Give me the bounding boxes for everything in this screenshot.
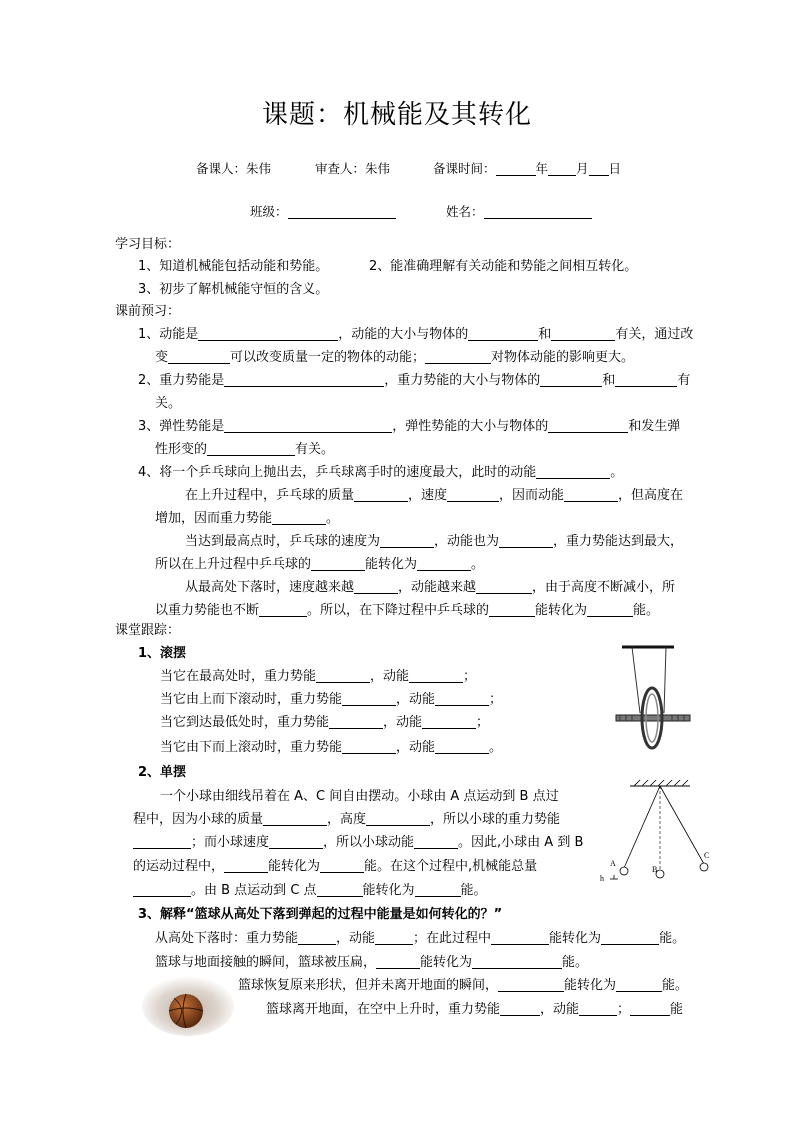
preview-q2-line1 <box>138 372 690 390</box>
answer-blank[interactable] <box>366 811 430 826</box>
text: 4、将一个乒乓球向上抛出去，乒乓球离手时的速度最大，此时的动能 <box>138 465 537 480</box>
text: ，弹性势能的大小与物体的 <box>392 419 549 434</box>
text: 篮球与地面接触的瞬间，篮球被压扁， <box>155 955 377 970</box>
text: 在上升过程中，乒乓球的质量 <box>185 488 355 503</box>
answer-blank[interactable] <box>579 1001 617 1016</box>
text: 能转化为 <box>535 603 588 618</box>
text: 。 <box>489 740 503 755</box>
text: 能。 <box>562 955 589 970</box>
rolling-row-4 <box>160 739 502 757</box>
text: ，高度 <box>327 812 367 827</box>
preview-q2-line2: 关。 <box>155 396 182 411</box>
answer-blank[interactable] <box>263 811 327 826</box>
preview-heading: 课前预习： <box>115 304 181 319</box>
text: ； <box>617 1002 631 1017</box>
answer-blank[interactable] <box>329 714 383 729</box>
text: ，由于高度不断减小，所 <box>532 580 676 595</box>
text: ，动能越来越 <box>398 580 477 595</box>
text: ，所以小球动能 <box>323 835 415 850</box>
goal-1: 1、知道机械能包括动能和势能。 <box>138 259 329 274</box>
text: 从最高处下落时，速度越来越 <box>185 580 355 595</box>
text: 有关。 <box>295 442 335 457</box>
answer-blank[interactable] <box>224 858 268 873</box>
pendulum-line-1: 一个小球由细线吊着在 A、C 间自由摆动。小球由 A 点运动到 B 点过 <box>160 789 559 804</box>
text: 1、动能是 <box>138 327 199 342</box>
basketball-line-4 <box>266 1001 683 1019</box>
text: 能。 <box>460 883 487 898</box>
text: ，但高度在 <box>618 488 684 503</box>
text: 能转化为 <box>564 978 617 993</box>
goal-2: 2、能准确理解有关动能和势能之间相互转化。 <box>369 259 638 274</box>
text: 当它由下而上滚动时，重力势能 <box>160 740 343 755</box>
answer-blank[interactable] <box>168 349 230 364</box>
answer-blank[interactable] <box>342 691 396 706</box>
text: 能 <box>670 1002 684 1017</box>
answer-blank[interactable] <box>499 533 553 548</box>
text: ，动能 <box>396 740 436 755</box>
text: 。 <box>326 511 340 526</box>
answer-blank[interactable] <box>198 326 338 341</box>
text: 的运动过程中， <box>133 859 225 874</box>
goal-3: 3、初步了解机械能守恒的含义。 <box>138 282 329 297</box>
text: 3、弹性势能是 <box>138 419 225 434</box>
class-row <box>250 203 396 221</box>
text: ，动能也为 <box>434 534 500 549</box>
text: 从高处下落时：重力势能 <box>155 931 299 946</box>
answer-blank[interactable] <box>548 418 628 433</box>
rolling-row-3 <box>160 714 489 732</box>
text: 能。 <box>659 931 686 946</box>
day-label: 日 <box>608 161 622 176</box>
preview-q1-line1 <box>138 326 693 344</box>
answer-blank[interactable] <box>207 441 295 456</box>
text: 能转化为 <box>365 557 418 572</box>
basketball-line-1 <box>155 930 685 948</box>
text: 可以改变质量一定的物体的动能； <box>230 350 426 365</box>
text: 和 <box>538 327 552 342</box>
text: 能转化为 <box>549 931 602 946</box>
height-h-label: h <box>600 874 604 883</box>
answer-blank[interactable] <box>375 930 413 945</box>
answer-blank[interactable] <box>498 977 564 992</box>
answer-blank[interactable] <box>317 882 363 897</box>
answer-blank[interactable] <box>500 1001 540 1016</box>
simple-pendulum-diagram <box>600 780 720 890</box>
text: ，速度 <box>408 488 448 503</box>
pendulum-line-4 <box>133 858 537 876</box>
preview-p1-line2 <box>155 510 339 528</box>
preview-q3-line1 <box>138 418 680 436</box>
answer-blank[interactable] <box>540 372 602 387</box>
basketball-line-2 <box>155 954 588 972</box>
name-blank[interactable] <box>484 204 592 219</box>
text: ； <box>476 715 490 730</box>
text: 。由 B 点运动到 C 点 <box>191 883 317 898</box>
text: 篮球恢复原来形状，但并未离开地面的瞬间， <box>238 978 499 993</box>
goals-heading: 学习目标： <box>115 237 181 252</box>
answer-blank[interactable] <box>259 602 307 617</box>
section-rolling-pendulum-title: 1、滚摆 <box>138 646 187 661</box>
answer-blank[interactable] <box>311 556 365 571</box>
answer-blank[interactable] <box>224 418 392 433</box>
answer-blank[interactable] <box>224 372 384 387</box>
text: 增加，因而重力势能 <box>155 511 273 526</box>
answer-blank[interactable] <box>320 858 364 873</box>
text: 和 <box>602 373 616 388</box>
text: 能。 <box>662 978 689 993</box>
year-label: 年 <box>535 161 549 176</box>
text: 能。在这个过程中,机械能总量 <box>364 859 538 874</box>
month-label: 月 <box>576 161 589 176</box>
prep-time-row <box>433 160 621 178</box>
point-c-label: C <box>704 851 710 860</box>
answer-blank[interactable] <box>447 487 499 502</box>
answer-blank[interactable] <box>269 834 323 849</box>
answer-blank[interactable] <box>354 487 408 502</box>
text: 以重力势能也不断 <box>155 603 260 618</box>
text: 。因此,小球由 A 到 B <box>458 835 584 850</box>
rolling-row-2 <box>160 691 502 709</box>
answer-blank[interactable] <box>551 326 615 341</box>
text: 所以在上升过程中乒乓球的 <box>155 557 312 572</box>
page-title: 课题：机械能及其转化 <box>261 100 532 130</box>
text: ，动能 <box>383 715 423 730</box>
text: 。 <box>610 465 624 480</box>
text: 有 <box>677 373 691 388</box>
basketball-photo <box>142 974 234 1036</box>
section-basketball-title: 3、解释“篮球从高处下落到弹起的过程中能量是如何转化的？” <box>138 907 503 922</box>
answer-blank[interactable] <box>489 602 535 617</box>
text: 能转化为 <box>420 955 473 970</box>
text: 当它到达最低处时，重力势能 <box>160 715 330 730</box>
answer-blank[interactable] <box>491 930 549 945</box>
text: ，动能的大小与物体的 <box>338 327 469 342</box>
answer-blank[interactable] <box>422 714 476 729</box>
preview-q4-line1 <box>138 464 623 482</box>
class-label: 班级： <box>250 204 288 219</box>
answer-blank[interactable] <box>354 579 398 594</box>
text: ，重力势能达到最大， <box>553 534 684 549</box>
answer-blank[interactable] <box>272 510 326 525</box>
preview-p3-line1 <box>185 579 675 597</box>
text: 2、重力势能是 <box>138 373 225 388</box>
text: 有关，通过改 <box>615 327 694 342</box>
answer-blank[interactable] <box>342 739 396 754</box>
pendulum-line-2 <box>133 811 560 829</box>
point-a-label: A <box>610 859 616 868</box>
class-blank[interactable] <box>288 204 396 219</box>
answer-blank[interactable] <box>601 930 659 945</box>
point-b-label: B <box>652 865 658 874</box>
preview-q3-line2 <box>155 441 334 459</box>
text: ，所以小球的重力势能 <box>430 812 561 827</box>
text: ，动能 <box>540 1002 580 1017</box>
answer-blank[interactable] <box>298 930 336 945</box>
text: 性形变的 <box>155 442 208 457</box>
answer-blank[interactable] <box>435 691 489 706</box>
answer-blank[interactable] <box>425 349 491 364</box>
answer-blank[interactable] <box>415 882 461 897</box>
text: 变 <box>155 350 169 365</box>
answer-blank[interactable] <box>476 579 532 594</box>
month-blank[interactable] <box>548 161 576 176</box>
preparer-label: 备课人：朱伟 <box>196 161 272 176</box>
preview-p2-line2 <box>155 556 484 574</box>
pendulum-line-5 <box>133 882 487 900</box>
answer-blank[interactable] <box>417 556 471 571</box>
day-blank[interactable] <box>589 161 609 176</box>
answer-blank[interactable] <box>472 954 562 969</box>
answer-blank[interactable] <box>409 668 463 683</box>
answer-blank[interactable] <box>133 882 191 897</box>
text: 能。 <box>633 603 660 618</box>
text: ，因而动能 <box>499 488 565 503</box>
text: 。 <box>471 557 485 572</box>
text: ； <box>463 669 477 684</box>
preview-q1-line2 <box>155 349 634 367</box>
text: 。所以，在下降过程中乒乓球的 <box>307 603 490 618</box>
text: 能转化为 <box>268 859 321 874</box>
name-label: 姓名： <box>446 204 484 219</box>
year-blank[interactable] <box>496 161 536 176</box>
text: 当它在最高处时，重力势能 <box>160 669 317 684</box>
class-track-heading: 课堂跟踪： <box>115 623 181 638</box>
pendulum-line-3 <box>133 834 583 852</box>
answer-blank[interactable] <box>615 372 677 387</box>
text: ；在此过程中 <box>413 931 492 946</box>
text: 程中，因为小球的质量 <box>133 812 264 827</box>
preview-p1-line1 <box>185 487 683 505</box>
answer-blank[interactable] <box>414 834 458 849</box>
text: ；而小球速度 <box>191 835 270 850</box>
text: ，动能 <box>396 692 436 707</box>
preview-p3-line2 <box>155 602 659 620</box>
text: 对物体动能的影响更大。 <box>491 350 635 365</box>
reviewer-label: 审查人：朱伟 <box>315 161 391 176</box>
answer-blank[interactable] <box>316 668 370 683</box>
answer-blank[interactable] <box>587 602 633 617</box>
answer-blank[interactable] <box>435 739 489 754</box>
text: 能转化为 <box>362 883 415 898</box>
answer-blank[interactable] <box>630 1001 670 1016</box>
answer-blank[interactable] <box>468 326 538 341</box>
text: ，重力势能的大小与物体的 <box>384 373 541 388</box>
answer-blank[interactable] <box>616 977 662 992</box>
text: ，动能 <box>336 931 376 946</box>
text: ； <box>489 692 503 707</box>
answer-blank[interactable] <box>133 834 191 849</box>
maxwell-wheel-illustration <box>612 643 700 753</box>
basketball-line-3 <box>238 977 688 995</box>
text: 和发生弹 <box>628 419 681 434</box>
prep-time-label: 备课时间： <box>433 161 496 176</box>
text: ，动能 <box>370 669 410 684</box>
answer-blank[interactable] <box>376 954 420 969</box>
text: 当它由上而下滚动时，重力势能 <box>160 692 343 707</box>
text: 当达到最高点时，乒乓球的速度为 <box>185 534 381 549</box>
answer-blank[interactable] <box>536 464 610 479</box>
preview-p2-line1 <box>185 533 683 551</box>
section-pendulum-title: 2、单摆 <box>138 765 187 780</box>
text: 篮球离开地面，在空中上升时，重力势能 <box>266 1002 501 1017</box>
answer-blank[interactable] <box>564 487 618 502</box>
rolling-row-1 <box>160 668 476 686</box>
answer-blank[interactable] <box>380 533 434 548</box>
name-row <box>446 203 592 221</box>
